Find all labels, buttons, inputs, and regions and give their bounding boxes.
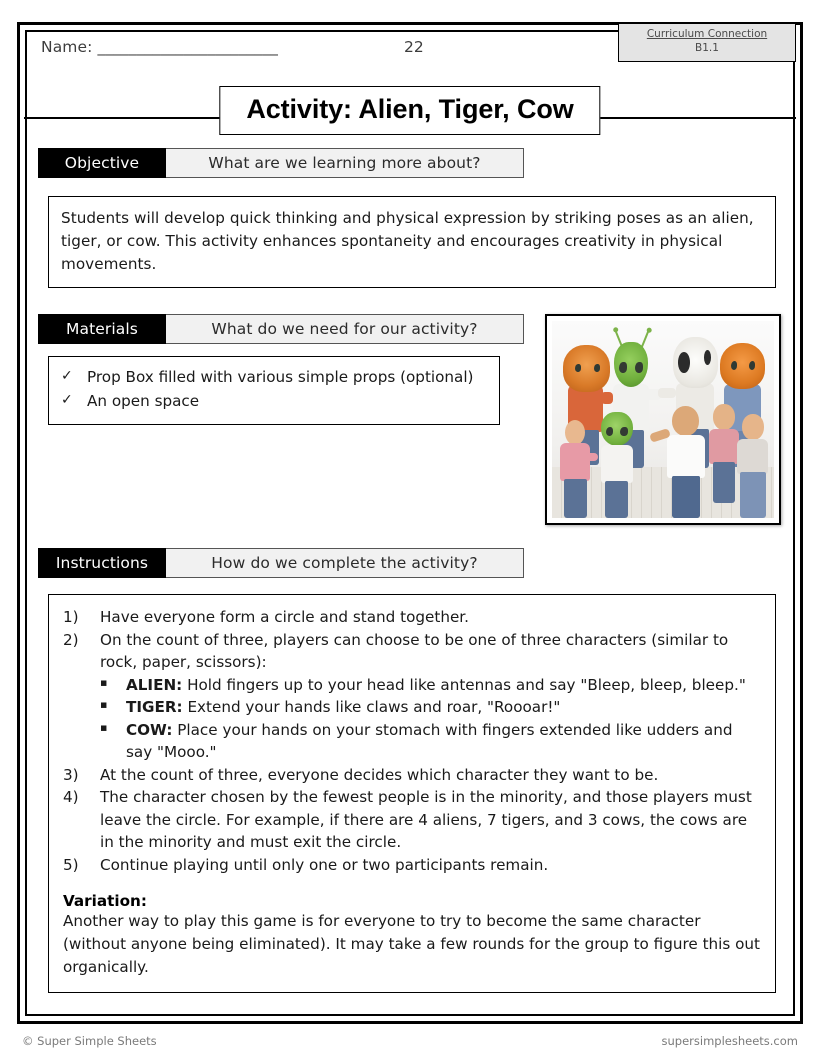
step-number: 4) <box>63 788 79 807</box>
page-title-box <box>219 86 600 135</box>
step-number: 3) <box>63 765 79 784</box>
step-number: 5) <box>63 855 79 874</box>
character-desc: Extend your hands like claws and roar, "Roooar!" <box>182 698 561 717</box>
instructions-content-box <box>48 594 776 992</box>
curriculum-connection-code: B1.1 <box>695 42 719 55</box>
check-icon: ✓ <box>61 392 73 409</box>
page-footer <box>22 1034 798 1048</box>
list-item <box>61 366 487 389</box>
name-field-label[interactable]: Name: _______________________ <box>41 38 279 56</box>
character-name: ALIEN: <box>126 675 183 694</box>
list-item <box>100 696 761 719</box>
step-text: At the count of three, everyone decides which character they want to be. <box>100 765 659 784</box>
materials-question: What do we need for our activity? <box>166 314 524 344</box>
instructions-label: Instructions <box>38 548 166 578</box>
materials-section-header <box>38 314 524 344</box>
check-icon: ✓ <box>61 368 73 385</box>
square-bullet-icon: ▪ <box>100 675 108 689</box>
character-tiger <box>126 696 761 719</box>
instructions-section-header <box>38 548 524 578</box>
list-item <box>63 786 761 854</box>
character-name: TIGER: <box>126 698 183 717</box>
character-desc: Hold fingers up to your head like antennas and say "Bleep, bleep, bleep." <box>182 675 746 694</box>
footer-website[interactable]: supersimplesheets.com <box>661 1034 798 1048</box>
objective-text: Students will develop quick thinking and physical expression by striking poses as an alien, tiger, or cow. This activity enhances spontaneity and encourages creativity in physical movements. <box>61 209 754 274</box>
material-text: An open space <box>87 392 200 411</box>
figure-alien-front <box>596 412 638 518</box>
list-item <box>100 674 761 697</box>
step-text: Have everyone form a circle and stand together. <box>100 608 469 627</box>
step-text: The character chosen by the fewest people is in the minority, and those players must leave the circle. For example, if there are 4 aliens, 7 tigers, and 3 cows, the cows are in the minority and must exit the circle. <box>100 788 752 852</box>
materials-label: Materials <box>38 314 166 344</box>
materials-content-box <box>48 356 500 425</box>
instructions-question: How do we complete the activity? <box>166 548 524 578</box>
character-desc: Place your hands on your stomach with fingers extended like udders and say "Mooo." <box>126 720 733 762</box>
list-item <box>63 854 761 877</box>
step-text: Continue playing until only one or two participants remain. <box>100 855 549 874</box>
character-cow <box>126 719 761 764</box>
list-item <box>63 629 761 674</box>
list-item <box>63 606 761 629</box>
objective-label: Objective <box>38 148 166 178</box>
square-bullet-icon: ▪ <box>100 720 108 734</box>
objective-content-box <box>48 196 776 288</box>
list-item <box>61 390 487 413</box>
page-title-container <box>24 86 796 148</box>
figure-child-front-left <box>554 420 598 519</box>
square-bullet-icon: ▪ <box>100 698 108 712</box>
worksheet-header <box>24 28 796 74</box>
character-alien <box>126 674 761 697</box>
step-number: 2) <box>63 630 79 649</box>
materials-and-photo-row <box>24 314 796 530</box>
page-number: 22 <box>404 38 424 56</box>
list-item <box>100 719 761 764</box>
footer-copyright: © Super Simple Sheets <box>22 1034 157 1048</box>
variation-heading: Variation: <box>63 892 147 911</box>
activity-photo-frame <box>545 314 781 525</box>
curriculum-connection-badge <box>618 23 796 62</box>
character-name: COW: <box>126 720 173 739</box>
activity-photo <box>552 321 774 518</box>
material-text: Prop Box filled with various simple props (optional) <box>87 368 474 387</box>
step-number: 1) <box>63 608 79 627</box>
page-title: Activity: Alien, Tiger, Cow <box>246 94 574 124</box>
objective-section-header <box>38 148 524 178</box>
objective-question: What are we learning more about? <box>166 148 524 178</box>
worksheet-content <box>24 28 796 1018</box>
variation-text: Another way to play this game is for everyone to try to become the same character (without anyone being eliminated). It may take a few rounds for the group to figure this out organically. <box>63 912 760 976</box>
curriculum-connection-title: Curriculum Connection <box>646 28 768 40</box>
figure-girl-far-right <box>734 414 774 518</box>
step-text: On the count of three, players can choose to be one of three characters (similar to rock, paper, scissors): <box>100 630 729 672</box>
list-item <box>63 764 761 787</box>
